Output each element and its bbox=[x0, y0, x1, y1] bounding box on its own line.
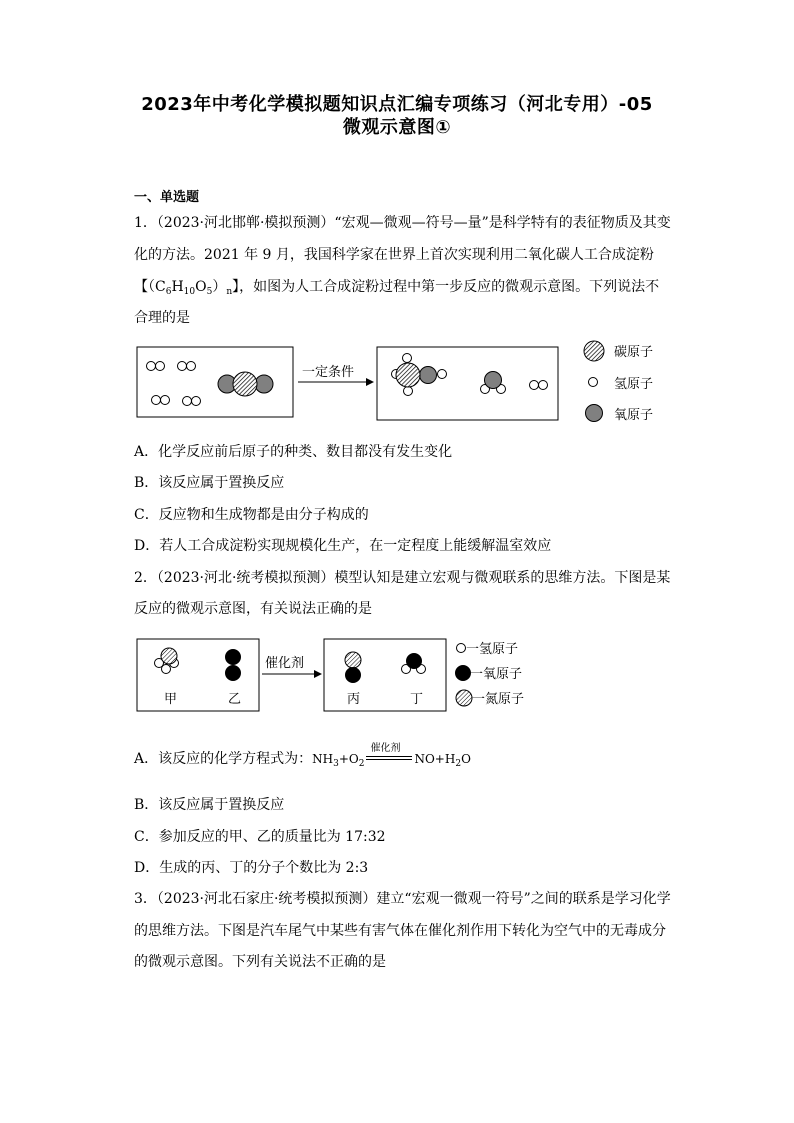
q2-stem-line-1: 2．（2023·河北·统考模拟预测）模型认知是建立宏观与微观联系的思维方法。下图是某 bbox=[134, 570, 671, 586]
legend-hydrogen-label: 氢原子 bbox=[614, 377, 654, 392]
legend2-nitrogen-label: 一氮原子 bbox=[472, 692, 525, 707]
section-heading: 一、单选题 bbox=[134, 190, 200, 205]
document-subtitle: 微观示意图① bbox=[342, 117, 452, 138]
label-jia: 甲 bbox=[164, 692, 178, 707]
legend2-oxygen-label: 一氧原子 bbox=[470, 667, 523, 682]
hydrogen-atom-legend-icon bbox=[589, 378, 598, 387]
co2-molecule bbox=[218, 372, 273, 396]
oxygen-molecule bbox=[226, 650, 241, 681]
water-molecule bbox=[481, 372, 506, 394]
catalyst-condition: 催化剂 bbox=[364, 751, 414, 765]
document-title: 2023年中考化学模拟题知识点汇编专项练习（河北专用）-05 bbox=[141, 94, 653, 115]
label-yi: 乙 bbox=[228, 692, 242, 707]
hydrogen-molecule-product bbox=[530, 381, 548, 390]
q1-reaction-diagram bbox=[134, 338, 694, 433]
q1-stem-line-1: 1．（2023·河北邯郸·模拟预测）“宏观—微观—符号—量”是科学特有的表征物质及其变 bbox=[134, 215, 671, 231]
q1-stem-line-2: 化的方法。2021 年 9 月，我国科学家在世界上首次实现利用二氧化碳人工合成淀粉 bbox=[134, 247, 654, 263]
q1-option-c[interactable]: C．反应物和生成物都是由分子构成的 bbox=[134, 507, 369, 523]
q2-arrow-label: 催化剂 bbox=[265, 656, 305, 671]
q3-stem-line-2: 的思维方法。下图是汽车尾气中某些有害气体在催化剂作用下转化为空气中的无毒成分 bbox=[134, 923, 666, 939]
nitrogen-atom-legend-icon bbox=[456, 690, 472, 706]
carbon-atom-legend-icon bbox=[584, 341, 604, 361]
q1-option-d[interactable]: D．若人工合成淀粉实现规模化生产，在一定程度上能缓解温室效应 bbox=[134, 538, 552, 554]
q2-option-b[interactable]: B．该反应属于置换反应 bbox=[134, 797, 285, 813]
legend-carbon-label: 碳原子 bbox=[614, 345, 654, 360]
q1-stem-line-4: 合理的是 bbox=[134, 310, 190, 326]
hydrogen-molecules bbox=[147, 362, 201, 406]
q1-stem-line-3: 【$(C_6H_{10}O_5)_n$】，如图为人工合成淀粉过程中第一步反应的微观示意图。下列说法不 bbox=[134, 279, 660, 297]
q2-reaction-diagram bbox=[134, 636, 554, 716]
q2-stem-line-2: 反应的微观示意图，有关说法正确的是 bbox=[134, 601, 372, 617]
label-bing: 丙 bbox=[347, 692, 361, 707]
hydrogen-atom-legend-icon-2 bbox=[457, 644, 466, 653]
oxygen-atom-legend-icon-2 bbox=[456, 666, 471, 681]
q3-stem-line-1: 3．（2023·河北石家庄·统考模拟预测）建立“宏观一微观一符号”之间的联系是学习化学 bbox=[134, 891, 671, 907]
no-molecule bbox=[345, 652, 361, 683]
q1-arrow-label: 一定条件 bbox=[302, 365, 355, 380]
legend2-hydrogen-label: 一氢原子 bbox=[466, 642, 519, 657]
oxygen-atom-legend-icon bbox=[586, 405, 603, 422]
methanol-molecule bbox=[392, 354, 447, 396]
label-ding: 丁 bbox=[410, 692, 424, 707]
q3-stem-line-3: 的微观示意图。下列有关说法不正确的是 bbox=[134, 954, 386, 970]
legend-oxygen-label: 氧原子 bbox=[614, 408, 654, 423]
q2-option-a[interactable]: A．该反应的化学方程式为：$NH_3+O_2$ 催化剂 $NO+H_2O$ bbox=[134, 743, 471, 769]
q1-option-a[interactable]: A．化学反应前后原子的种类、数目都没有发生变化 bbox=[134, 444, 453, 460]
water-molecule-2 bbox=[402, 654, 426, 674]
q2-option-c[interactable]: C．参加反应的甲、乙的质量比为 17:32 bbox=[134, 829, 386, 845]
q2-option-d[interactable]: D．生成的丙、丁的分子个数比为 2:3 bbox=[134, 860, 369, 876]
q1-option-b[interactable]: B．该反应属于置换反应 bbox=[134, 475, 285, 491]
ammonia-molecule bbox=[155, 648, 179, 674]
